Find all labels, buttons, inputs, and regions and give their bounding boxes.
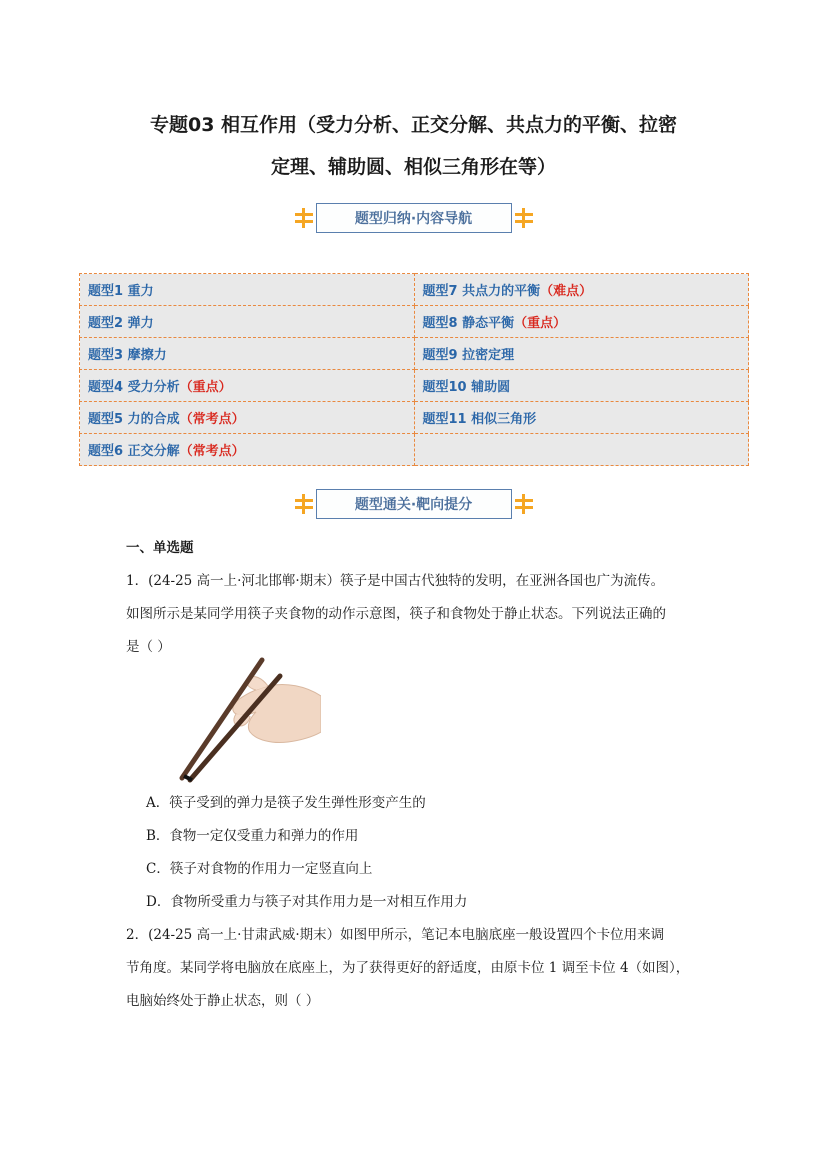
nav-cell[interactable]: 题型11 相似三角形 (414, 402, 749, 434)
title-line-1: 专题03 相互作用（受力分析、正交分解、共点力的平衡、拉密 (149, 114, 678, 136)
nav-cell-empty (414, 434, 749, 466)
banner-cap-left-icon (295, 497, 313, 511)
question-2-line-3: 电脑始终处于静止状态，则（ ） (126, 993, 320, 1009)
nav-cell[interactable]: 题型3 摩擦力 (80, 338, 415, 370)
question-1-options (126, 787, 716, 919)
question-2-block (126, 919, 716, 1018)
document-title (100, 104, 727, 188)
nav-cell[interactable]: 题型8 静态平衡（重点） (414, 306, 749, 338)
nav-cell[interactable]: 题型2 弹力 (80, 306, 415, 338)
nav-cell[interactable]: 题型7 共点力的平衡（难点） (414, 274, 749, 306)
table-row (80, 306, 749, 338)
banner-cap-right-icon (515, 211, 533, 225)
banner-content-nav (316, 203, 512, 233)
banner-cap-right-icon (515, 497, 533, 511)
question-2-line-2: 节角度。某同学将电脑放在底座上，为了获得更好的舒适度，由原卡位 1 调至卡位 4（如图）， (126, 960, 690, 976)
table-row (80, 402, 749, 434)
nav-cell[interactable]: 题型9 拉密定理 (414, 338, 749, 370)
question-1-block (126, 532, 716, 664)
topic-nav-table (79, 273, 749, 466)
option-d[interactable]: D．食物所受重力与筷子对其作用力是一对相互作用力 (146, 894, 468, 910)
banner-nav-label: 题型归纳·内容导航 (354, 211, 473, 227)
nav-cell[interactable]: 题型4 受力分析（重点） (80, 370, 415, 402)
question-1-line-2: 如图所示是某同学用筷子夹食物的动作示意图，筷子和食物处于静止状态。下列说法正确的 (126, 606, 666, 622)
banner-practice (316, 489, 512, 519)
title-line-2: 定理、辅助圆、相似三角形在等） (270, 156, 556, 178)
option-a[interactable]: A．筷子受到的弹力是筷子发生弹性形变产生的 (146, 795, 426, 811)
question-2-line-1: 2．(24-25 高一上·甘肃武威·期末）如图甲所示，笔记本电脑底座一般设置四个卡位用来调 (126, 927, 665, 943)
banner-practice-label: 题型通关·靶向提分 (354, 497, 473, 513)
table-row (80, 370, 749, 402)
table-row (80, 434, 749, 466)
question-1-line-1: 1．(24-25 高一上·河北邯郸·期末）筷子是中国古代独特的发明，在亚洲各国也广为流传。 (126, 573, 665, 589)
option-c[interactable]: C．筷子对食物的作用力一定竖直向上 (146, 861, 373, 877)
question-1-line-3: 是（ ） (126, 639, 171, 655)
nav-cell[interactable]: 题型10 辅助圆 (414, 370, 749, 402)
option-b[interactable]: B．食物一定仅受重力和弹力的作用 (146, 828, 359, 844)
chopsticks-figure (176, 656, 321, 784)
nav-cell[interactable]: 题型5 力的合成（常考点） (80, 402, 415, 434)
banner-cap-left-icon (295, 211, 313, 225)
table-row (80, 274, 749, 306)
table-row (80, 338, 749, 370)
nav-cell[interactable]: 题型1 重力 (80, 274, 415, 306)
section-heading: 一、单选题 (126, 540, 194, 556)
nav-cell[interactable]: 题型6 正交分解（常考点） (80, 434, 415, 466)
